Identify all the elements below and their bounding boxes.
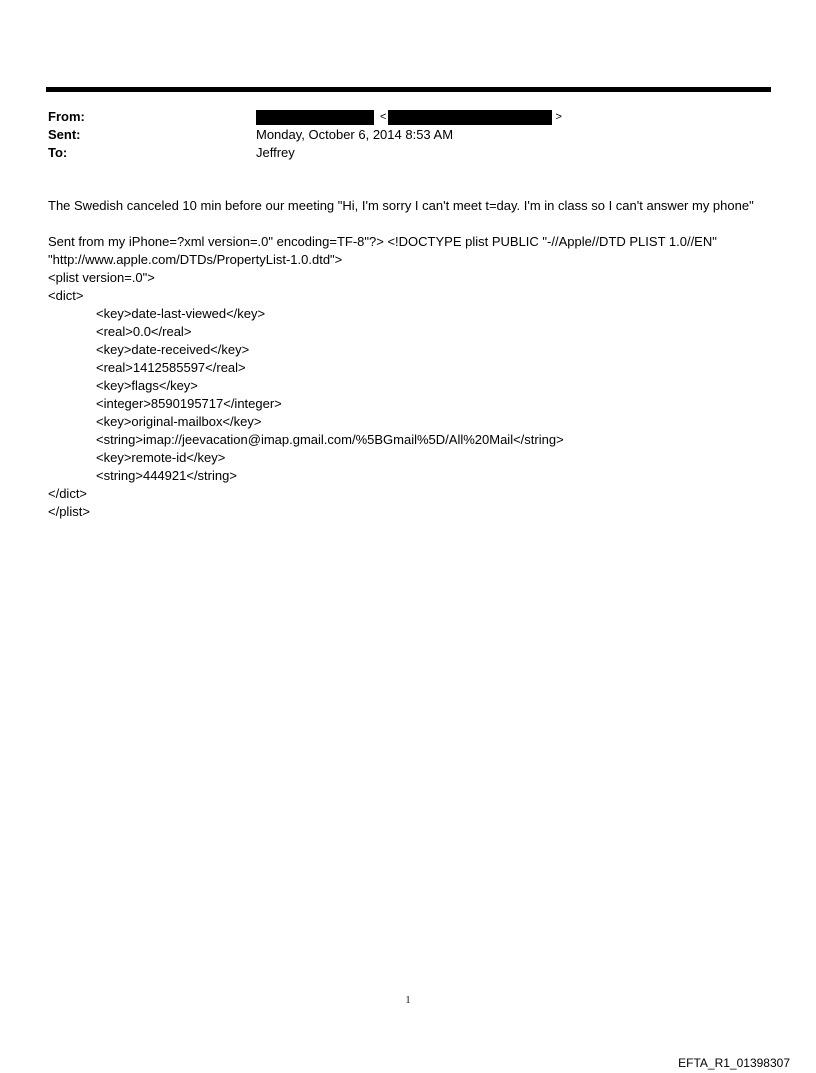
dict-entry-line: <real>1412585597</real> [96,360,246,375]
dict-entry-line: <key>remote-id</key> [96,450,226,465]
signature-line: Sent from my iPhone=?xml version=.0" encoding=TF-8"?> <!DOCTYPE plist PUBLIC "-//Apple//DTD PLIST 1.0//EN" [48,234,717,249]
message-paragraph: The Swedish canceled 10 min before our meeting "Hi, I'm sorry I can't meet t=day. I'm in class so I can't answer my phone" [48,198,754,213]
dict-entry-line: <key>date-received</key> [96,342,250,357]
to-row [48,144,562,162]
doctype-line: "http://www.apple.com/DTDs/PropertyList-1.0.dtd"> [48,252,343,267]
dict-open-line: <dict> [48,288,84,303]
redacted-sender-email [388,110,552,125]
plist-close-line: </plist> [48,504,90,519]
from-close-bracket: > [555,111,562,123]
dict-entry-line: <key>date-last-viewed</key> [96,306,266,321]
page-number: 1 [405,995,411,1006]
dict-entry-line: <key>flags</key> [96,378,198,393]
dict-entry-line: <real>0.0</real> [96,324,192,339]
dict-close-line: </dict> [48,486,88,501]
from-open-bracket: < [380,111,387,123]
dict-entry-line: <key>original-mailbox</key> [96,414,262,429]
sent-value: Monday, October 6, 2014 8:53 AM [256,127,454,142]
dict-entry-line: <string>444921</string> [96,468,237,483]
email-header [48,108,562,162]
sent-label: Sent: [48,127,81,142]
document-id: EFTA_R1_01398307 [678,1056,790,1070]
sent-row [48,126,562,144]
to-label: To: [48,145,68,160]
email-body [48,197,768,521]
dict-entry-line: <integer>8590195717</integer> [96,396,282,411]
from-value [256,108,562,126]
from-label: From: [48,109,85,124]
redacted-sender-name [256,110,374,125]
from-row [48,108,562,126]
plist-open-line: <plist version=.0"> [48,270,155,285]
to-value: Jeffrey [256,145,295,160]
dict-entry-line: <string>imap://jeevacation@imap.gmail.com/%5BGmail%5D/All%20Mail</string> [96,432,564,447]
header-rule [46,87,771,92]
